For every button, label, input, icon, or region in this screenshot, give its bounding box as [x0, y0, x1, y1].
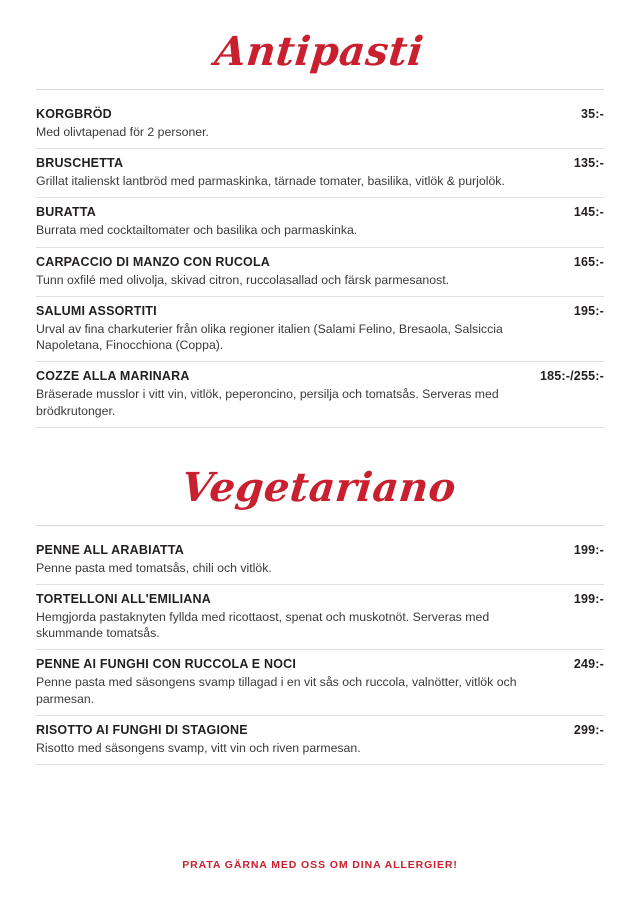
menu-item-price: 249:- — [573, 657, 604, 672]
menu-item-head — [36, 255, 604, 269]
section-title-antipasti: Antipasti — [212, 28, 426, 75]
menu-item-name: TORTELLONI ALL'EMILIANA — [36, 591, 211, 606]
menu-item-head — [36, 592, 604, 606]
menu-item-head — [36, 205, 604, 219]
menu-item-name: RISOTTO AI FUNGHI DI STAGIONE — [36, 722, 248, 737]
menu-item-head — [36, 156, 604, 170]
menu-item-description: Grillat italienskt lantbröd med parmaskinka, tärnade tomater, basilika, vitlök & purjolök. — [36, 174, 505, 189]
footer — [0, 859, 640, 871]
menu-item — [36, 100, 604, 149]
menu-item — [36, 248, 604, 297]
menu-item — [36, 650, 604, 715]
menu-item-name: BURATTA — [36, 205, 96, 220]
menu-item-head — [36, 723, 604, 737]
menu-item-description: Burrata med cocktailtomater och basilika och parmaskinka. — [36, 223, 358, 238]
section-title-vegetariano: Vegetariano — [179, 463, 459, 511]
menu-item-name: PENNE ALL ARABIATTA — [36, 542, 185, 557]
menu-item — [36, 198, 604, 247]
menu-item — [36, 585, 604, 650]
menu-item-description: Hemgjorda pastaknyten fyllda med ricottaost, spenat och muskotnöt. Serveras med skummande tomatsås. — [36, 609, 490, 641]
menu-item-price: 145:- — [573, 205, 604, 220]
menu-item — [36, 362, 604, 427]
menu-item — [36, 149, 604, 198]
menu-item-price: 195:- — [573, 303, 604, 318]
menu-item-head — [36, 543, 604, 557]
menu-item-name: PENNE AI FUNGHI CON RUCCOLA E NOCI — [36, 657, 297, 672]
menu-item-price: 35:- — [580, 107, 604, 121]
allergy-note: PRATA GÄRNA MED OSS OM DINA ALLERGIER! — [182, 859, 458, 871]
menu-item-price: 135:- — [573, 156, 604, 171]
menu-section-antipasti — [36, 0, 604, 428]
menu-item-description: Penne pasta med tomatsås, chili och vitlök. — [36, 560, 272, 575]
menu-item-price: 199:- — [573, 542, 604, 557]
menu-item-head — [36, 369, 604, 383]
menu-item-description: Risotto med säsongens svamp, vitt vin och riven parmesan. — [36, 740, 361, 755]
menu-item-price: 299:- — [573, 722, 604, 737]
menu-item-description: Urval av fina charkuterier från olika regioner italien (Salami Felino, Bresaola, Salsiccia Napoletana, Finocchiona (Coppa). — [36, 321, 503, 353]
menu-item-price: 165:- — [573, 254, 604, 269]
menu-item-description: Penne pasta med säsongens svamp tillagad i en vit sås och ruccola, valnötter, vitlök och parmesan. — [36, 675, 517, 706]
menu-item-name: CARPACCIO DI MANZO CON RUCOLA — [36, 254, 271, 269]
menu-item-name: COZZE ALLA MARINARA — [36, 369, 190, 384]
menu-item-price: 199:- — [573, 591, 604, 606]
menu-item-name: KORGBRÖD — [36, 107, 112, 121]
menu-item-head — [36, 107, 604, 121]
menu-item-head — [36, 657, 604, 671]
menu-item-price: 185:-/255:- — [539, 369, 604, 384]
section-divider — [36, 89, 604, 90]
menu-item — [36, 716, 604, 765]
menu-item — [36, 297, 604, 362]
menu-item — [36, 536, 604, 585]
menu-item-description: Tunn oxfilé med olivolja, skivad citron, ruccolasallad och färsk parmesanost. — [36, 272, 450, 287]
menu-item-description: Med olivtapenad för 2 personer. — [36, 125, 209, 139]
menu-item-name: SALUMI ASSORTITI — [36, 303, 157, 318]
menu-section-vegetariano — [36, 430, 604, 765]
menu-item-head — [36, 304, 604, 318]
menu-item-description: Bräserade musslor i vitt vin, vitlök, peperoncino, persilja och tomatsås. Serveras med brödkrutonger. — [36, 387, 499, 418]
menu-item-name: BRUSCHETTA — [36, 156, 124, 171]
